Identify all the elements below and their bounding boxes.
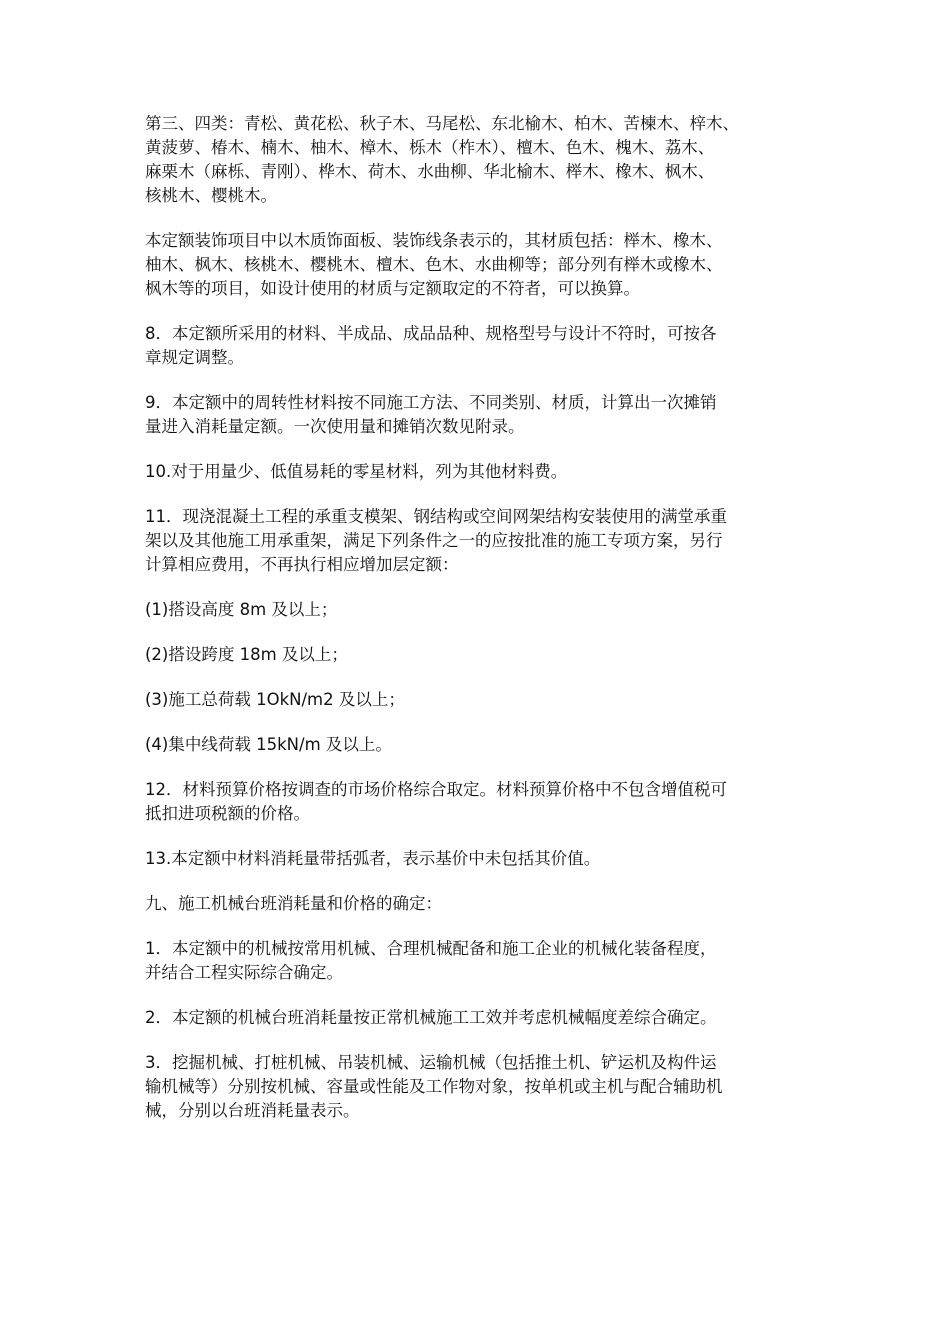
paragraph-item-12: 12．材料预算价格按调查的市场价格综合取定。材料预算价格中不包含增值税可 抵扣进项税额的价格。 [145,780,727,823]
paragraph-decorative-wood: 本定额装饰项目中以木质饰面板、装饰线条表示的，其材质包括：榉木、橡木、 柚木、枫木、核桃木、樱桃木、檀木、色木、水曲柳等；部分列有榉木或橡木、 枫木等的项目，如设计使用的材质与定额取定的不符者，可以换算。 [145,231,723,298]
paragraph-condition-2: (2)搭设跨度 18m 及以上； [145,645,348,664]
document-page [145,112,817,1144]
paragraph-item-10: 10.对于用量少、低值易耗的零星材料，列为其他材料费。 [145,462,568,481]
paragraph-item-13: 13.本定额中材料消耗量带括弧者，表示基价中未包括其价值。 [145,849,601,868]
paragraph-machinery-3: 3．挖掘机械、打桩机械、吊装机械、运输机械（包括推土机、铲运机及构件运 输机械等）分别按机械、容量或性能及工作物对象，按单机或主机与配合辅助机 械，分别以台班消耗量表示。 [145,1053,723,1120]
paragraph-item-8: 8．本定额所采用的材料、半成品、成品品种、规格型号与设计不符时，可按各 章规定调整。 [145,324,717,367]
paragraph-condition-1: (1)搭设高度 8m 及以上； [145,600,338,619]
paragraph-condition-4: (4)集中线荷载 15kN/m 及以上。 [145,735,392,754]
paragraph-machinery-2: 2．本定额的机械台班消耗量按正常机械施工工效并考虑机械幅度差综合确定。 [145,1008,717,1027]
paragraph-wood-class-3-4: 第三、四类：青松、黄花松、秋子木、马尾松、东北榆木、柏木、苦楝木、梓木、 黄菠萝、椿木、楠木、柚木、樟木、栎木（柞木）、檀木、色木、槐木、荔木、 麻栗木（麻栎、青刚）、桦木、荷木、水曲柳、华北榆木、榉木、橡木、枫木、 核桃木、樱桃木。 [145,114,739,205]
paragraph-machinery-1: 1．本定额中的机械按常用机械、合理机械配备和施工企业的机械化装备程度， 并结合工程实际综合确定。 [145,939,717,982]
paragraph-condition-3: (3)施工总荷载 1OkN/m2 及以上； [145,690,405,709]
section-heading-machinery: 九、施工机械台班消耗量和价格的确定： [145,894,442,913]
paragraph-item-11: 11．现浇混凝土工程的承重支模架、钢结构或空间网架结构安装使用的满堂承重 架以及其他施工用承重架，满足下列条件之一的应按批准的施工专项方案，另行 计算相应费用，不再执行相应增加层定额： [145,507,727,574]
paragraph-item-9: 9．本定额中的周转性材料按不同施工方法、不同类别、材质，计算出一次摊销 量进入消耗量定额。一次使用量和摊销次数见附录。 [145,393,717,436]
